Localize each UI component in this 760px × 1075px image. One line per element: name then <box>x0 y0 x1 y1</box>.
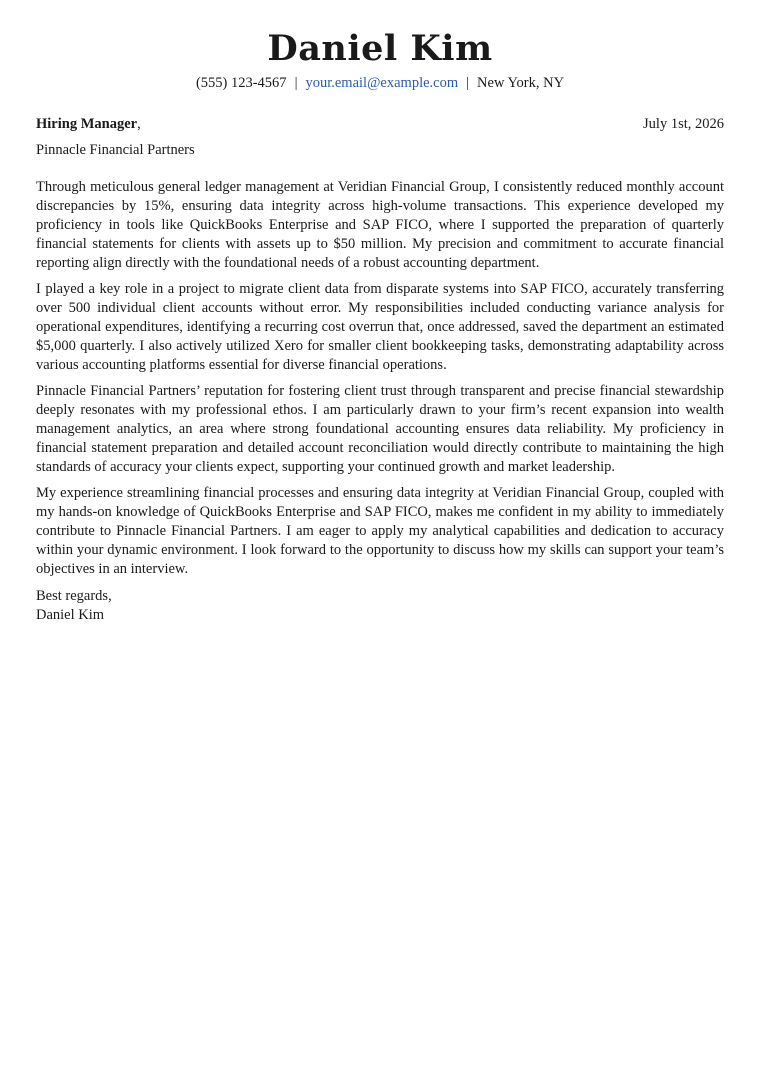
contact-separator: | <box>466 75 470 91</box>
body-paragraph: My experience streamlining financial processes and ensuring data integrity at Veridian Financial Group, coupled with my hands-on knowledge of QuickBooks Enterprise and SAP FICO, makes me confident in my ability to immediately contribute to Pinnacle Financial Partners. I am eager to apply my analytical capabilities and dedication to accuracy within your dynamic environment. I look forward to the opportunity to discuss how my skills can support your team’s objectives in an interview. <box>36 485 724 577</box>
closing-salutation: Best regards, <box>36 588 112 604</box>
contact-separator: | <box>294 75 298 91</box>
phone-number: (555) 123-4567 <box>195 75 287 91</box>
location: New York, NY <box>477 75 565 91</box>
letter-body <box>36 178 724 579</box>
recipient-name-comma: , <box>137 116 141 132</box>
contact-line <box>36 74 724 92</box>
applicant-name: Daniel Kim <box>267 28 493 69</box>
body-paragraph: Through meticulous general ledger management at Veridian Financial Group, I consistently reduced monthly account discrepancies by 15%, ensuring data integrity across high-volume transactions. This experience developed my proficiency in tools like QuickBooks Enterprise and SAP FICO, where I supported the preparation of quarterly financial statements for clients with assets up to $50 million. My precision and commitment to accurate financial reporting align directly with the foundational needs of a robust accounting department. <box>36 179 724 271</box>
closing-signature: Daniel Kim <box>36 607 105 623</box>
letter-closing <box>36 587 724 625</box>
body-paragraph: Pinnacle Financial Partners’ reputation for fostering client trust through transparent and precise financial stewardship deeply resonates with my professional ethos. I am particularly drawn to your firm’s recent expansion into wealth management analytics, an area where strong foundational accounting ensures data reliability. My proficiency in financial statement preparation and detailed account reconciliation would directly contribute to maintaining the high standards of accuracy your clients expect, supporting your continued growth and market leadership. <box>36 383 724 475</box>
letter-date: July 1st, 2026 <box>643 116 724 132</box>
email-link[interactable]: your.email@example.com <box>305 75 459 91</box>
body-paragraph: I played a key role in a project to migrate client data from disparate systems into SAP FICO, accurately transferring over 500 individual client accounts without error. My responsibilities included conducting variance analysis for operational expenditures, identifying a recurring cost overrun that, once addressed, saved the department an estimated $5,000 quarterly. I also actively utilized Xero for smaller client bookkeeping tasks, demonstrating adaptability across various accounting platforms essential for diverse financial operations. <box>36 281 724 373</box>
recipient-company: Pinnacle Financial Partners <box>36 142 195 158</box>
recipient-block <box>36 114 141 134</box>
recipient-name: Hiring Manager <box>36 116 138 132</box>
recipient-date-row <box>36 114 724 134</box>
